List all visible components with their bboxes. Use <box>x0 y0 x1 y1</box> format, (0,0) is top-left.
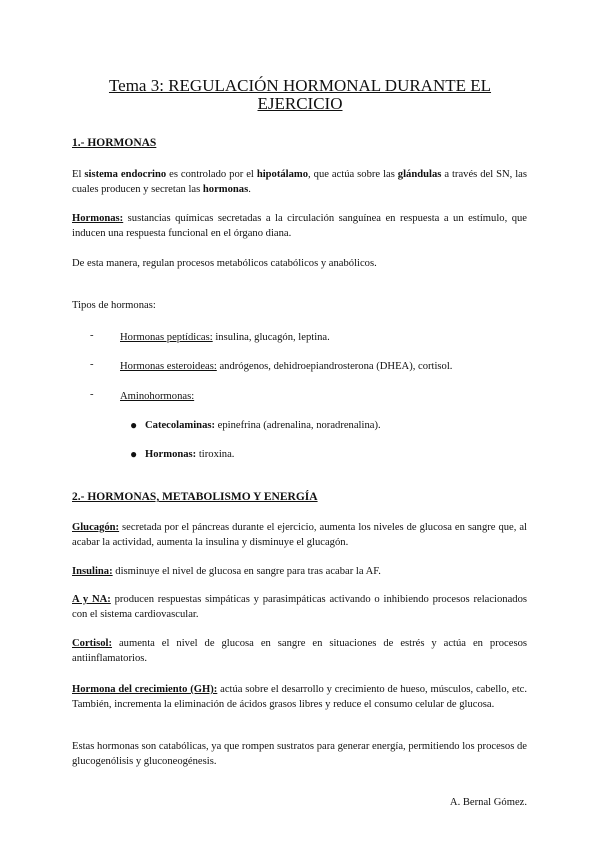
paragraph-regulation: De esta manera, regulan procesos metabólicos catabólicos y anabólicos. <box>72 258 377 269</box>
paragraph-closing: Estas hormonas son catabólicas, ya que rompen sustratos para generar energía, permitiendo los procesos de glucogenólisis y gluconeogénesis. <box>72 741 527 767</box>
paragraph-insulina: Insulina: disminuye el nivel de glucosa en sangre para tras acabar la AF. <box>72 566 381 577</box>
section-1-heading: 1.- HORMONAS <box>72 137 157 149</box>
list-item: Catecolaminas: epinefrina (adrenalina, noradrenalina). <box>145 420 381 431</box>
section-2-heading: 2.- HORMONAS, METABOLISMO Y ENERGÍA <box>72 491 318 503</box>
author-signature: A. Bernal Gómez. <box>449 797 527 808</box>
paragraph-endocrine: El sistema endocrino es controlado por el hipotálamo, que actúa sobre las glándulas a través del SN, las cuales producen y secretan las hormonas. <box>72 169 528 195</box>
list-item: Hormonas peptídicas: insulina, glucagón, leptina. <box>120 332 330 343</box>
paragraph-hormonas-definition: Hormonas: sustancias químicas secretadas a la circulación sanguínea en respuesta a un estímulo, que inducen una respuesta funcional en el órgano diana. <box>72 213 527 239</box>
document-title: Tema 3: REGULACIÓN HORMONAL DURANTE EL EJERCICIO <box>108 76 492 113</box>
types-intro: Tipos de hormonas: <box>72 300 156 311</box>
bullet-icon: ● <box>130 447 138 461</box>
list-item: Hormonas: tiroxina. <box>145 449 235 460</box>
list-item: Aminohormonas: <box>120 391 195 402</box>
paragraph-glucagon: Glucagón: secretada por el páncreas durante el ejercicio, aumenta los niveles de glucosa en sangre que, al acabar la actividad, aumenta la insulina y disminuye el glucagón. <box>72 522 527 548</box>
paragraph-cortisol: Cortisol: aumenta el nivel de glucosa en sangre en situaciones de estrés y actúa en procesos antiinflamatorios. <box>72 638 527 664</box>
paragraph-a-na: A y NA: producen respuestas simpáticas y parasimpáticas activando o inhibiendo procesos relacionados con el sistema cardiovascular. <box>72 594 527 620</box>
bullet-icon: ● <box>130 418 138 432</box>
paragraph-gh: Hormona del crecimiento (GH): actúa sobre el desarrollo y crecimiento de hueso, músculos, cabello, etc. También, incrementa la eliminación de ácidos grasos libres y reduce el consumo celular de glucosa. <box>72 684 527 710</box>
list-item: Hormonas esteroideas: andrógenos, dehidroepiandrosterona (DHEA), cortisol. <box>120 361 453 372</box>
